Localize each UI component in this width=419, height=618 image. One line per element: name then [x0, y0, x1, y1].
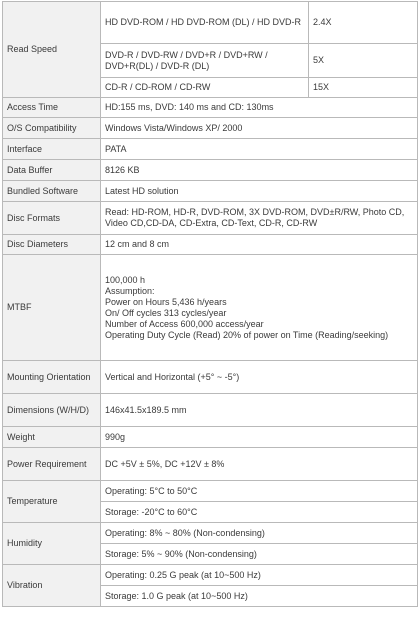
mtbf-line-power-on: Power on Hours 5,436 h/years	[105, 296, 227, 307]
mtbf-line-assumption: Assumption:	[105, 285, 155, 296]
os-compatibility-value: Windows Vista/Windows XP/ 2000	[101, 118, 418, 139]
row-bundled-software	[3, 181, 418, 202]
read-speed-media-dvd: DVD-R / DVD-RW / DVD+R / DVD+RW / DVD+R(DL) / DVD-R (DL)	[101, 44, 309, 78]
row-mounting-orientation	[3, 361, 418, 394]
row-weight	[3, 427, 418, 448]
power-requirement-label: Power Requirement	[3, 448, 101, 481]
row-access-time	[3, 98, 418, 118]
weight-label: Weight	[3, 427, 101, 448]
humidity-operating-value: Operating: 8% ~ 80% (Non-condensing)	[101, 523, 418, 544]
read-speed-value-cd: 15X	[309, 78, 418, 98]
interface-value: PATA	[101, 139, 418, 160]
disc-diameters-value: 12 cm and 8 cm	[101, 235, 418, 255]
row-vibration-operating	[3, 565, 418, 586]
read-speed-label: Read Speed	[3, 2, 101, 98]
row-temperature-operating	[3, 481, 418, 502]
vibration-operating-value: Operating: 0.25 G peak (at 10~500 Hz)	[101, 565, 418, 586]
power-requirement-value: DC +5V ± 5%, DC +12V ± 8%	[101, 448, 418, 481]
row-dimensions	[3, 394, 418, 427]
os-compatibility-label: O/S Compatibility	[3, 118, 101, 139]
dimensions-label: Dimensions (W/H/D)	[3, 394, 101, 427]
mtbf-value	[101, 255, 418, 361]
disc-diameters-label: Disc Diameters	[3, 235, 101, 255]
bundled-software-value: Latest HD solution	[101, 181, 418, 202]
disc-formats-label: Disc Formats	[3, 202, 101, 235]
disc-formats-value: Read: HD-ROM, HD-R, DVD-ROM, 3X DVD-ROM, DVD±R/RW, Photo CD, Video CD,CD-DA, CD-Extra, CD-Text, CD-R, CD-RW	[101, 202, 418, 235]
mtbf-line-duty-cycle: Operating Duty Cycle (Read) 20% of power on Time (Reading/seeking)	[105, 329, 389, 340]
access-time-label: Access Time	[3, 98, 101, 118]
interface-label: Interface	[3, 139, 101, 160]
humidity-storage-value: Storage: 5% ~ 90% (Non-condensing)	[101, 544, 418, 565]
row-interface	[3, 139, 418, 160]
row-os-compatibility	[3, 118, 418, 139]
row-data-buffer	[3, 160, 418, 181]
access-time-value: HD:155 ms, DVD: 140 ms and CD: 130ms	[101, 98, 418, 118]
data-buffer-label: Data Buffer	[3, 160, 101, 181]
dimensions-value: 146x41.5x189.5 mm	[101, 394, 418, 427]
row-disc-formats	[3, 202, 418, 235]
specifications-table	[2, 1, 418, 607]
data-buffer-value: 8126 KB	[101, 160, 418, 181]
mtbf-line-access: Number of Access 600,000 access/year	[105, 318, 264, 329]
mtbf-line-hours: 100,000 h	[105, 274, 146, 285]
mtbf-line-cycles: On/ Off cycles 313 cycles/year	[105, 307, 227, 318]
row-humidity-operating	[3, 523, 418, 544]
bundled-software-label: Bundled Software	[3, 181, 101, 202]
vibration-storage-value: Storage: 1.0 G peak (at 10~500 Hz)	[101, 586, 418, 607]
vibration-label: Vibration	[3, 565, 101, 607]
mounting-orientation-label: Mounting Orientation	[3, 361, 101, 394]
weight-value: 990g	[101, 427, 418, 448]
row-mtbf	[3, 255, 418, 361]
row-disc-diameters	[3, 235, 418, 255]
temperature-storage-value: Storage: -20°C to 60°C	[101, 502, 418, 523]
read-speed-media-hd: HD DVD-ROM / HD DVD-ROM (DL) / HD DVD-R	[101, 2, 309, 44]
row-power-requirement	[3, 448, 418, 481]
mounting-orientation-value: Vertical and Horizontal (+5° ~ -5°)	[101, 361, 418, 394]
humidity-label: Humidity	[3, 523, 101, 565]
mtbf-label: MTBF	[3, 255, 101, 361]
row-read-speed-hd	[3, 2, 418, 44]
temperature-operating-value: Operating: 5°C to 50°C	[101, 481, 418, 502]
temperature-label: Temperature	[3, 481, 101, 523]
read-speed-value-dvd: 5X	[309, 44, 418, 78]
read-speed-media-cd: CD-R / CD-ROM / CD-RW	[101, 78, 309, 98]
read-speed-value-hd: 2.4X	[309, 2, 418, 44]
